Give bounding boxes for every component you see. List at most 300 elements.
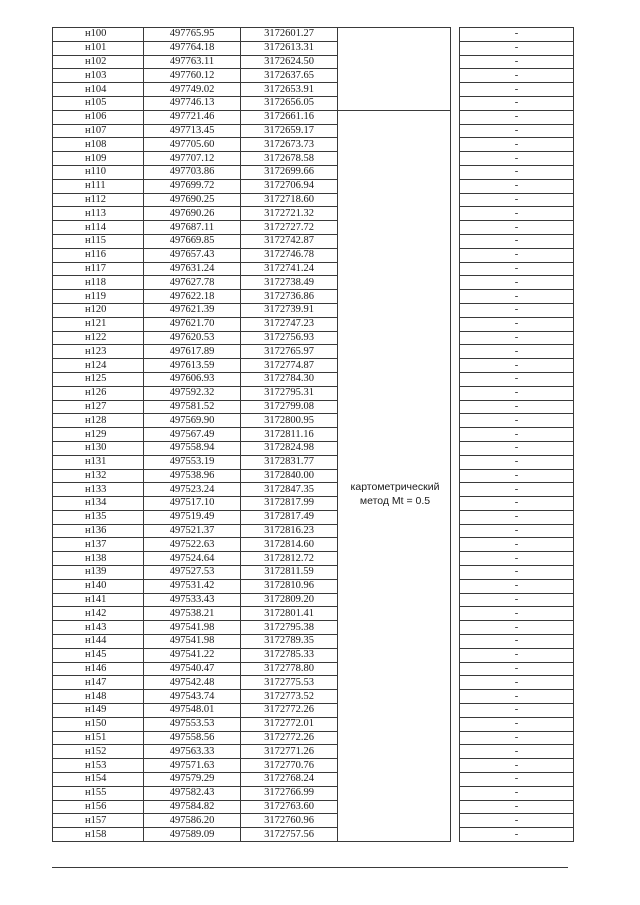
method-cell (338, 814, 451, 828)
value-cell: - (460, 469, 574, 483)
value-cell: - (460, 786, 574, 800)
value-cell: - (460, 303, 574, 317)
method-note-line2: метод Mt = 0.5 (359, 495, 431, 507)
y-coordinate-cell: 3172721.32 (241, 207, 338, 221)
x-coordinate-cell: 497581.52 (144, 400, 241, 414)
gap-cell (451, 510, 460, 524)
x-coordinate-cell: 497538.96 (144, 469, 241, 483)
gap-cell (451, 28, 460, 42)
point-cell: н119 (53, 290, 144, 304)
table-row (53, 773, 574, 787)
table-row (53, 593, 574, 607)
method-cell (338, 579, 451, 593)
point-cell: н118 (53, 276, 144, 290)
value-cell: - (460, 566, 574, 580)
method-cell (338, 441, 451, 455)
gap-cell (451, 828, 460, 842)
x-coordinate-cell: 497690.25 (144, 193, 241, 207)
value-cell: - (460, 248, 574, 262)
x-coordinate-cell: 497523.24 (144, 483, 241, 497)
table-row (53, 759, 574, 773)
x-coordinate-cell: 497542.48 (144, 676, 241, 690)
x-coordinate-cell: 497631.24 (144, 262, 241, 276)
x-coordinate-cell: 497541.98 (144, 621, 241, 635)
y-coordinate-cell: 3172800.95 (241, 414, 338, 428)
gap-cell (451, 635, 460, 649)
table-row (53, 704, 574, 718)
gap-cell (451, 455, 460, 469)
point-cell: н110 (53, 165, 144, 179)
method-cell (338, 276, 451, 290)
value-cell: - (460, 55, 574, 69)
x-coordinate-cell: 497533.43 (144, 593, 241, 607)
table-row (53, 510, 574, 524)
y-coordinate-cell: 3172810.96 (241, 579, 338, 593)
y-coordinate-cell: 3172840.00 (241, 469, 338, 483)
point-cell: н129 (53, 428, 144, 442)
gap-cell (451, 483, 460, 497)
table-row (53, 110, 574, 124)
method-cell (338, 828, 451, 842)
point-cell: н141 (53, 593, 144, 607)
y-coordinate-cell: 3172774.87 (241, 359, 338, 373)
x-coordinate-cell: 497705.60 (144, 138, 241, 152)
point-cell: н153 (53, 759, 144, 773)
value-cell: - (460, 234, 574, 248)
table-row (53, 483, 574, 497)
gap-cell (451, 607, 460, 621)
value-cell: - (460, 538, 574, 552)
point-cell: н105 (53, 96, 144, 110)
point-cell: н117 (53, 262, 144, 276)
point-cell: н113 (53, 207, 144, 221)
point-cell: н126 (53, 386, 144, 400)
gap-cell (451, 662, 460, 676)
x-coordinate-cell: 497569.90 (144, 414, 241, 428)
table-row (53, 441, 574, 455)
y-coordinate-cell: 3172765.97 (241, 345, 338, 359)
method-cell (338, 96, 451, 110)
table-row (53, 745, 574, 759)
x-coordinate-cell: 497519.49 (144, 510, 241, 524)
point-cell: н128 (53, 414, 144, 428)
value-cell: - (460, 400, 574, 414)
x-coordinate-cell: 497746.13 (144, 96, 241, 110)
x-coordinate-cell: 497699.72 (144, 179, 241, 193)
value-cell: - (460, 759, 574, 773)
table-row (53, 193, 574, 207)
method-cell (338, 303, 451, 317)
value-cell: - (460, 593, 574, 607)
x-coordinate-cell: 497558.94 (144, 441, 241, 455)
gap-cell (451, 579, 460, 593)
gap-cell (451, 497, 460, 511)
point-cell: н121 (53, 317, 144, 331)
x-coordinate-cell: 497540.47 (144, 662, 241, 676)
table-row (53, 428, 574, 442)
x-coordinate-cell: 497522.63 (144, 538, 241, 552)
x-coordinate-cell: 497538.21 (144, 607, 241, 621)
table-row (53, 400, 574, 414)
gap-cell (451, 428, 460, 442)
point-cell: н114 (53, 221, 144, 235)
y-coordinate-cell: 3172736.86 (241, 290, 338, 304)
gap-cell (451, 345, 460, 359)
table-row (53, 538, 574, 552)
x-coordinate-cell: 497586.20 (144, 814, 241, 828)
x-coordinate-cell: 497627.78 (144, 276, 241, 290)
x-coordinate-cell: 497558.56 (144, 731, 241, 745)
gap-cell (451, 317, 460, 331)
x-coordinate-cell: 497763.11 (144, 55, 241, 69)
x-coordinate-cell: 497620.53 (144, 331, 241, 345)
value-cell: - (460, 676, 574, 690)
value-cell: - (460, 69, 574, 83)
point-cell: н127 (53, 400, 144, 414)
coordinates-table (52, 27, 574, 842)
method-cell (338, 745, 451, 759)
y-coordinate-cell: 3172601.27 (241, 28, 338, 42)
table-row (53, 814, 574, 828)
point-cell: н158 (53, 828, 144, 842)
gap-cell (451, 690, 460, 704)
x-coordinate-cell: 497703.86 (144, 165, 241, 179)
y-coordinate-cell: 3172659.17 (241, 124, 338, 138)
point-cell: н106 (53, 110, 144, 124)
method-cell (338, 800, 451, 814)
value-cell: - (460, 828, 574, 842)
y-coordinate-cell: 3172718.60 (241, 193, 338, 207)
point-cell: н140 (53, 579, 144, 593)
method-cell (338, 55, 451, 69)
gap-cell (451, 372, 460, 386)
table-row (53, 566, 574, 580)
point-cell: н144 (53, 635, 144, 649)
method-cell (338, 386, 451, 400)
point-cell: н100 (53, 28, 144, 42)
gap-cell (451, 83, 460, 97)
y-coordinate-cell: 3172811.59 (241, 566, 338, 580)
coordinates-table-body (53, 28, 574, 842)
method-cell (338, 704, 451, 718)
value-cell: - (460, 773, 574, 787)
gap-cell (451, 331, 460, 345)
table-row (53, 317, 574, 331)
value-cell: - (460, 262, 574, 276)
table-row (53, 414, 574, 428)
gap-cell (451, 773, 460, 787)
y-coordinate-cell: 3172656.05 (241, 96, 338, 110)
value-cell: - (460, 165, 574, 179)
gap-cell (451, 593, 460, 607)
gap-cell (451, 621, 460, 635)
y-coordinate-cell: 3172811.16 (241, 428, 338, 442)
method-cell (338, 524, 451, 538)
method-cell (338, 359, 451, 373)
value-cell: - (460, 455, 574, 469)
gap-cell (451, 138, 460, 152)
table-row (53, 152, 574, 166)
y-coordinate-cell: 3172757.56 (241, 828, 338, 842)
table-row (53, 83, 574, 97)
gap-cell (451, 290, 460, 304)
table-row (53, 662, 574, 676)
table-row (53, 221, 574, 235)
method-cell (338, 510, 451, 524)
point-cell: н154 (53, 773, 144, 787)
point-cell: н134 (53, 497, 144, 511)
y-coordinate-cell: 3172817.99 (241, 497, 338, 511)
y-coordinate-cell: 3172824.98 (241, 441, 338, 455)
y-coordinate-cell: 3172741.24 (241, 262, 338, 276)
y-coordinate-cell: 3172809.20 (241, 593, 338, 607)
value-cell: - (460, 704, 574, 718)
gap-cell (451, 152, 460, 166)
y-coordinate-cell: 3172799.08 (241, 400, 338, 414)
method-cell (338, 676, 451, 690)
table-row (53, 607, 574, 621)
y-coordinate-cell: 3172768.24 (241, 773, 338, 787)
y-coordinate-cell: 3172760.96 (241, 814, 338, 828)
value-cell: - (460, 331, 574, 345)
table-row (53, 331, 574, 345)
method-cell (338, 731, 451, 745)
gap-cell (451, 538, 460, 552)
point-cell: н130 (53, 441, 144, 455)
y-coordinate-cell: 3172831.77 (241, 455, 338, 469)
table-row (53, 207, 574, 221)
gap-cell (451, 469, 460, 483)
y-coordinate-cell: 3172847.35 (241, 483, 338, 497)
method-cell (338, 165, 451, 179)
point-cell: н149 (53, 704, 144, 718)
table-row (53, 276, 574, 290)
table-row (53, 345, 574, 359)
value-cell: - (460, 428, 574, 442)
point-cell: н122 (53, 331, 144, 345)
value-cell: - (460, 414, 574, 428)
value-cell: - (460, 207, 574, 221)
y-coordinate-cell: 3172747.23 (241, 317, 338, 331)
y-coordinate-cell: 3172795.31 (241, 386, 338, 400)
x-coordinate-cell: 497690.26 (144, 207, 241, 221)
method-cell (338, 773, 451, 787)
y-coordinate-cell: 3172775.53 (241, 676, 338, 690)
x-coordinate-cell: 497764.18 (144, 41, 241, 55)
gap-cell (451, 745, 460, 759)
x-coordinate-cell: 497541.22 (144, 648, 241, 662)
gap-cell (451, 400, 460, 414)
y-coordinate-cell: 3172816.23 (241, 524, 338, 538)
table-row (53, 786, 574, 800)
x-coordinate-cell: 497613.59 (144, 359, 241, 373)
x-coordinate-cell: 497687.11 (144, 221, 241, 235)
gap-cell (451, 55, 460, 69)
table-row (53, 96, 574, 110)
y-coordinate-cell: 3172742.87 (241, 234, 338, 248)
gap-cell (451, 731, 460, 745)
value-cell: - (460, 83, 574, 97)
y-coordinate-cell: 3172706.94 (241, 179, 338, 193)
method-cell (338, 786, 451, 800)
table-row (53, 69, 574, 83)
method-cell (338, 552, 451, 566)
method-cell (338, 248, 451, 262)
gap-cell (451, 179, 460, 193)
point-cell: н155 (53, 786, 144, 800)
point-cell: н156 (53, 800, 144, 814)
point-cell: н123 (53, 345, 144, 359)
value-cell: - (460, 138, 574, 152)
x-coordinate-cell: 497606.93 (144, 372, 241, 386)
x-coordinate-cell: 497563.33 (144, 745, 241, 759)
y-coordinate-cell: 3172739.91 (241, 303, 338, 317)
gap-cell (451, 676, 460, 690)
method-cell (338, 28, 451, 42)
value-cell: - (460, 552, 574, 566)
method-note-line1: картометрический (350, 481, 440, 493)
value-cell: - (460, 497, 574, 511)
x-coordinate-cell: 497543.74 (144, 690, 241, 704)
method-cell (338, 262, 451, 276)
method-cell (338, 152, 451, 166)
point-cell: н138 (53, 552, 144, 566)
point-cell: н152 (53, 745, 144, 759)
y-coordinate-cell: 3172812.72 (241, 552, 338, 566)
table-row (53, 828, 574, 842)
x-coordinate-cell: 497553.53 (144, 717, 241, 731)
table-row (53, 579, 574, 593)
x-coordinate-cell: 497548.01 (144, 704, 241, 718)
x-coordinate-cell: 497657.43 (144, 248, 241, 262)
y-coordinate-cell: 3172784.30 (241, 372, 338, 386)
table-row (53, 690, 574, 704)
table-row (53, 800, 574, 814)
value-cell: - (460, 28, 574, 42)
value-cell: - (460, 96, 574, 110)
x-coordinate-cell: 497621.70 (144, 317, 241, 331)
x-coordinate-cell: 497617.89 (144, 345, 241, 359)
x-coordinate-cell: 497721.46 (144, 110, 241, 124)
value-cell: - (460, 345, 574, 359)
x-coordinate-cell: 497517.10 (144, 497, 241, 511)
y-coordinate-cell: 3172795.38 (241, 621, 338, 635)
x-coordinate-cell: 497584.82 (144, 800, 241, 814)
method-cell (338, 372, 451, 386)
point-cell: н142 (53, 607, 144, 621)
value-cell: - (460, 386, 574, 400)
value-cell: - (460, 483, 574, 497)
gap-cell (451, 207, 460, 221)
gap-cell (451, 359, 460, 373)
gap-cell (451, 800, 460, 814)
point-cell: н136 (53, 524, 144, 538)
method-cell (338, 207, 451, 221)
point-cell: н132 (53, 469, 144, 483)
y-coordinate-cell: 3172814.60 (241, 538, 338, 552)
table-row (53, 124, 574, 138)
y-coordinate-cell: 3172613.31 (241, 41, 338, 55)
x-coordinate-cell: 497589.09 (144, 828, 241, 842)
gap-cell (451, 96, 460, 110)
table-row (53, 552, 574, 566)
gap-cell (451, 234, 460, 248)
y-coordinate-cell: 3172773.52 (241, 690, 338, 704)
x-coordinate-cell: 497541.98 (144, 635, 241, 649)
gap-cell (451, 441, 460, 455)
value-cell: - (460, 800, 574, 814)
value-cell: - (460, 193, 574, 207)
value-cell: - (460, 290, 574, 304)
y-coordinate-cell: 3172746.78 (241, 248, 338, 262)
value-cell: - (460, 372, 574, 386)
point-cell: н124 (53, 359, 144, 373)
value-cell: - (460, 41, 574, 55)
x-coordinate-cell: 497760.12 (144, 69, 241, 83)
value-cell: - (460, 110, 574, 124)
gap-cell (451, 41, 460, 55)
point-cell: н146 (53, 662, 144, 676)
method-cell (338, 345, 451, 359)
table-row (53, 524, 574, 538)
value-cell: - (460, 814, 574, 828)
gap-cell (451, 386, 460, 400)
method-cell (338, 690, 451, 704)
method-cell (338, 124, 451, 138)
x-coordinate-cell: 497567.49 (144, 428, 241, 442)
gap-cell (451, 759, 460, 773)
method-cell (338, 290, 451, 304)
value-cell: - (460, 124, 574, 138)
y-coordinate-cell: 3172789.35 (241, 635, 338, 649)
gap-cell (451, 69, 460, 83)
table-row (53, 138, 574, 152)
value-cell: - (460, 359, 574, 373)
point-cell: н151 (53, 731, 144, 745)
value-cell: - (460, 524, 574, 538)
table-row (53, 262, 574, 276)
gap-cell (451, 110, 460, 124)
method-cell (338, 455, 451, 469)
method-cell (338, 234, 451, 248)
method-cell (338, 759, 451, 773)
gap-cell (451, 193, 460, 207)
point-cell: н139 (53, 566, 144, 580)
point-cell: н102 (53, 55, 144, 69)
table-row (53, 372, 574, 386)
method-cell (338, 635, 451, 649)
method-cell (338, 593, 451, 607)
value-cell: - (460, 662, 574, 676)
point-cell: н125 (53, 372, 144, 386)
table-row (53, 676, 574, 690)
value-cell: - (460, 607, 574, 621)
method-cell (338, 69, 451, 83)
x-coordinate-cell: 497521.37 (144, 524, 241, 538)
y-coordinate-cell: 3172766.99 (241, 786, 338, 800)
y-coordinate-cell: 3172727.72 (241, 221, 338, 235)
method-cell (338, 331, 451, 345)
value-cell: - (460, 317, 574, 331)
value-cell: - (460, 179, 574, 193)
table-row (53, 497, 574, 511)
gap-cell (451, 648, 460, 662)
gap-cell (451, 786, 460, 800)
point-cell: н109 (53, 152, 144, 166)
method-cell (338, 428, 451, 442)
point-cell: н108 (53, 138, 144, 152)
gap-cell (451, 262, 460, 276)
